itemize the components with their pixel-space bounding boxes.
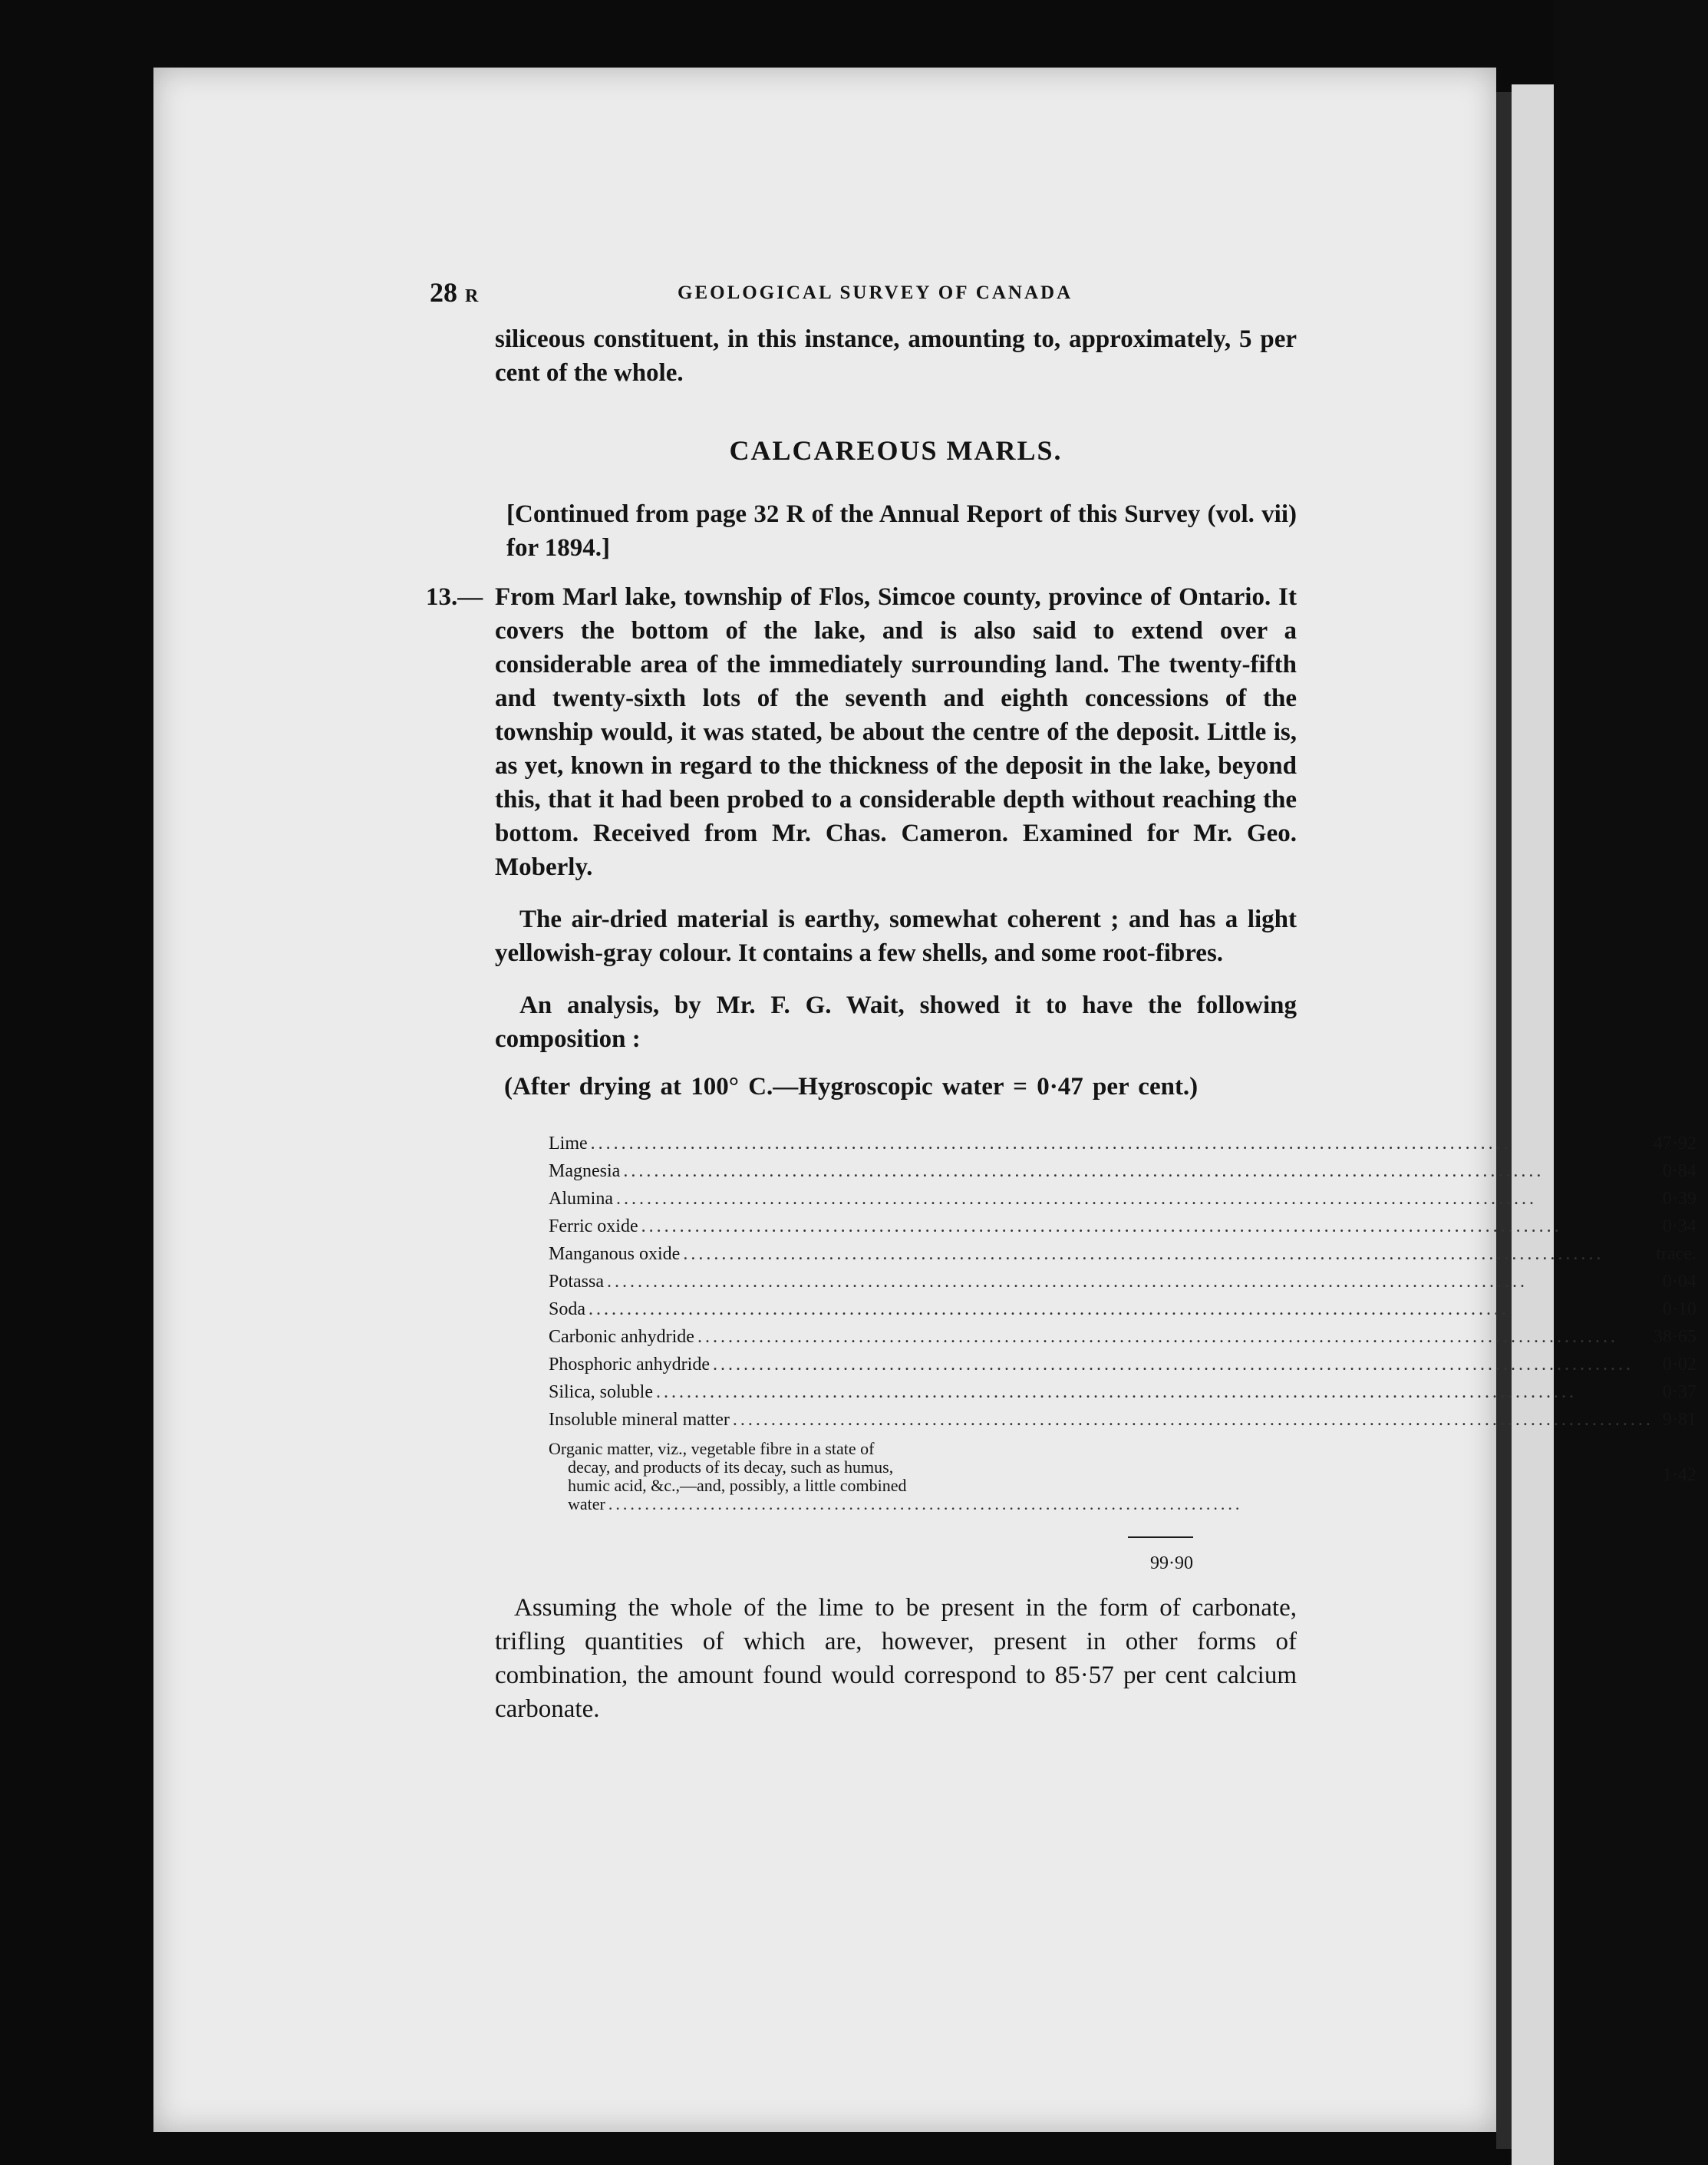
constituent-value: 38·65 <box>1653 1327 1696 1347</box>
analysis-total: 99·90 <box>1150 1553 1193 1573</box>
constituent-value: 0·02 <box>1662 1355 1696 1375</box>
facing-page-edge <box>1512 84 1554 2165</box>
table-row: Lime ........................................................................................................................ 47·92 <box>549 1130 1708 1157</box>
table-row: Insoluble mineral matter ........................................................................................................................ 9·81 <box>549 1406 1708 1434</box>
table-row: Potassa ........................................................................................................................ 0·04 <box>549 1268 1708 1295</box>
constituent-name: Phosphoric anhydride <box>549 1355 710 1375</box>
constituent-value: 0·04 <box>1662 1272 1696 1292</box>
section-title: CALCAREOUS MARLS. <box>729 435 1063 466</box>
constituent-value: 0·10 <box>1662 1299 1696 1319</box>
total-rule <box>1128 1536 1193 1538</box>
constituent-name: Potassa <box>549 1272 604 1292</box>
running-head: GEOLOGICAL SURVEY OF CANADA <box>678 282 1073 303</box>
table-row: Phosphoric anhydride ........................................................................................................................ 0·02 <box>549 1351 1708 1378</box>
constituent-name: Magnesia <box>549 1161 621 1181</box>
constituent-value: 0·37 <box>1662 1382 1696 1402</box>
constituent-value: 0·84 <box>1662 1161 1696 1181</box>
constituent-name: Silica, soluble <box>549 1382 653 1402</box>
conclusion-paragraph: Assuming the whole of the lime to be present in the form of carbonate, trifling quantities of which are, however, present in other forms of combination, the amount found would correspond to 85·57 per cent calcium carbonate. <box>495 1594 1297 1723</box>
table-row: Soda ........................................................................................................................ 0·10 <box>549 1295 1708 1323</box>
constituent-name: Carbonic anhydride <box>549 1327 694 1347</box>
page-header <box>426 276 1297 322</box>
constituent-value: 47·92 <box>1653 1134 1696 1153</box>
constituent-name: Manganous oxide <box>549 1244 681 1264</box>
page-content <box>426 276 1696 1726</box>
sample-item <box>426 580 1297 884</box>
table-row: Silica, soluble ........................................................................................................................ 0·37 <box>549 1378 1708 1406</box>
constituent-name: Lime <box>549 1134 588 1153</box>
constituent-name: Alumina <box>549 1189 613 1209</box>
constituent-value: 9·81 <box>1662 1410 1696 1430</box>
drying-note: (After drying at 100° C.—Hygroscopic water = 0·47 per cent.) <box>504 1073 1199 1101</box>
table-row: Magnesia ........................................................................................................................ 0·84 <box>549 1157 1708 1185</box>
constituent-value: 0·39 <box>1662 1189 1696 1209</box>
intro-paragraph: siliceous constituent, in this instance, amounting to, approximately, 5 per cent of the whole. <box>495 325 1297 387</box>
constituent-value: 0·34 <box>1662 1216 1696 1236</box>
page-number: 28 R <box>430 277 479 308</box>
constituent-name: Insoluble mineral matter <box>549 1410 730 1430</box>
organic-matter-label: Organic matter, viz., vegetable fibre in a state of decay, and products of its decay, such as humus, humic acid, &c.,—and, possibly, a little combined water ....................................................................................... <box>549 1439 1243 1513</box>
continued-note: [Continued from page 32 R of the Annual Report of this Survey (vol. vii) for 1894.] <box>506 500 1297 562</box>
analysis-table <box>549 1130 1708 1516</box>
constituent-value: trace. <box>1656 1244 1696 1264</box>
constituent-name: Soda <box>549 1299 585 1319</box>
constituent-name: Ferric oxide <box>549 1216 638 1236</box>
description-paragraph: The air-dried material is earthy, somewhat coherent ; and has a light yellowish-gray colour. It contains a few shells, and some root-fibres. <box>495 906 1297 967</box>
item-text: From Marl lake, township of Flos, Simcoe county, province of Ontario. It covers the bottom of the lake, and is also said to extend over a considerable area of the immediately surrounding land. The twenty-fifth and twenty-sixth lots of the seventh and eighth concessions of the township would, it was stated, be about the centre of the deposit. Little is, as yet, known in regard to the thickness of the deposit in the lake, beyond this, that it had been probed to a considerable depth without reaching the bottom. Received from Mr. Chas. Cameron. Examined for Mr. Geo. Moberly. <box>495 583 1297 881</box>
table-row: Manganous oxide ........................................................................................................................ trace. <box>549 1240 1708 1268</box>
table-row: Alumina ........................................................................................................................ 0·39 <box>549 1185 1708 1213</box>
table-row: Ferric oxide ........................................................................................................................ 0·34 <box>549 1213 1708 1240</box>
analysis-intro: An analysis, by Mr. F. G. Wait, showed it to have the following composition : <box>495 992 1297 1053</box>
table-row <box>549 1434 1708 1516</box>
organic-matter-value: 1·42 <box>1662 1465 1696 1485</box>
table-row: Carbonic anhydride ........................................................................................................................ 38·65 <box>549 1323 1708 1351</box>
item-number: 13.— <box>426 583 483 611</box>
facing-page-gutter <box>1496 92 1512 2149</box>
